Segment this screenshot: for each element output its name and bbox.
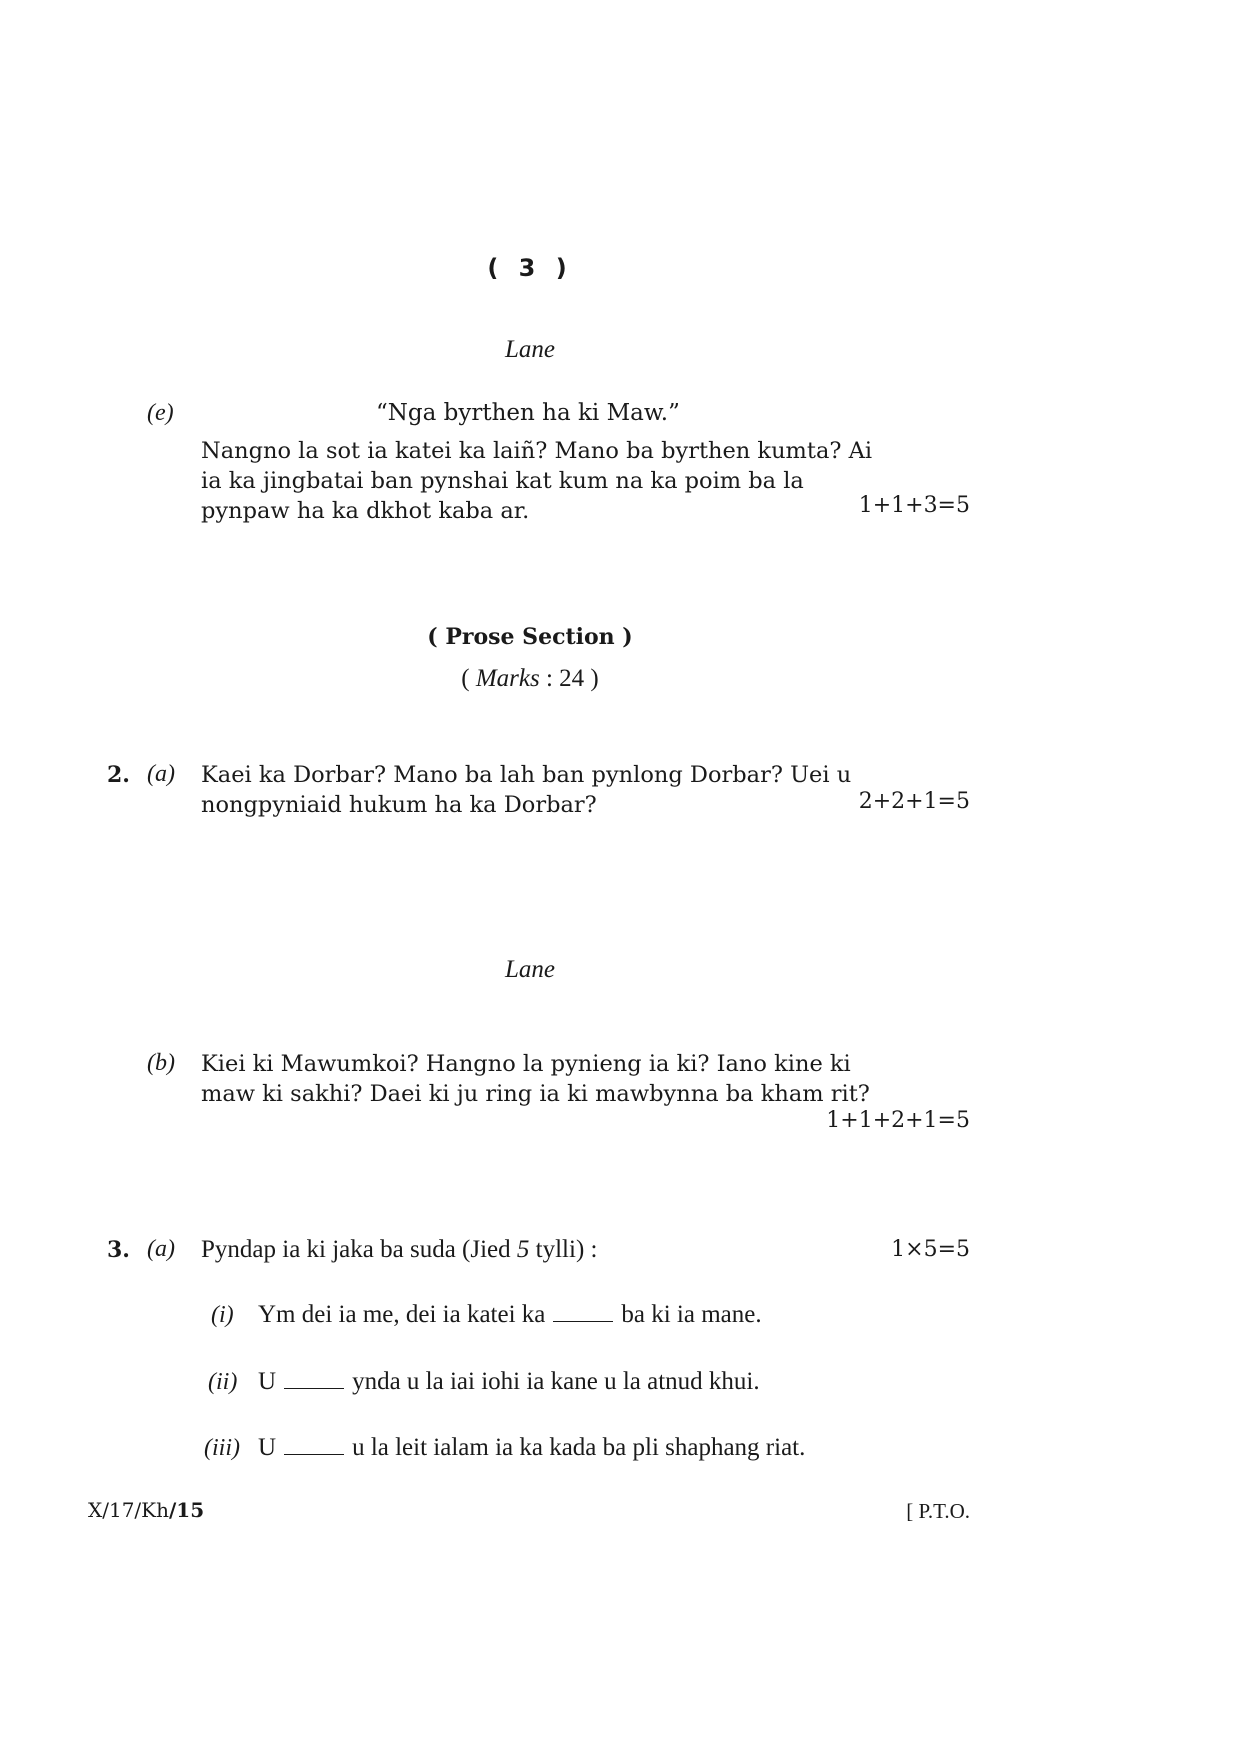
item-i-label: (i) — [211, 1302, 234, 1328]
page-number: ( 3 ) — [487, 254, 573, 282]
question-2a-line-2: nongpyniaid hukum ha ka Dorbar? — [201, 792, 597, 818]
item-i-text-post: ba ki ia mane. — [621, 1301, 762, 1328]
question-2a-marks: 2+2+1=5 — [858, 789, 970, 814]
item-i-blank — [553, 1320, 613, 1322]
item-iii-label: (iii) — [204, 1435, 240, 1461]
item-ii-text — [258, 1368, 760, 1396]
question-3a-text-post: tylli) : — [535, 1236, 598, 1263]
question-2b-label: (b) — [147, 1050, 175, 1076]
footer-code-suffix: /15 — [169, 1498, 205, 1522]
question-e-label: (e) — [147, 400, 174, 426]
question-e-line-3: pynpaw ha ka dkhot kaba ar. — [201, 498, 530, 524]
question-2-number: 2. — [107, 762, 130, 788]
prose-marks-word: Marks — [475, 665, 540, 692]
question-e-marks: 1+1+3=5 — [858, 493, 970, 518]
question-2-lane-heading: Lane — [505, 956, 555, 983]
question-e-line-1: Nangno la sot ia katei ka laiñ? Mano ba byrthen kumta? Ai — [201, 438, 873, 464]
footer-code-prefix: X/17/Kh — [88, 1498, 169, 1522]
question-3a-text — [201, 1236, 597, 1264]
item-ii-label: (ii) — [208, 1369, 238, 1395]
item-ii-text-post: ynda u la iai iohi ia kane u la atnud khui. — [352, 1368, 760, 1395]
section-lane-heading: Lane — [505, 336, 555, 363]
prose-section-marks — [0, 665, 1060, 693]
question-2a-label: (a) — [147, 761, 175, 787]
question-3a-text-pre: Pyndap ia ki jaka ba suda (Jied — [201, 1236, 511, 1263]
question-3a-marks: 1×5=5 — [891, 1237, 970, 1262]
footer-pto: [ P.T.O. — [906, 1499, 970, 1523]
item-iii-text — [258, 1434, 805, 1462]
question-2a-line-1: Kaei ka Dorbar? Mano ba lah ban pynlong Dorbar? Uei u — [201, 762, 852, 788]
item-iii-blank — [284, 1453, 344, 1455]
question-3a-label: (a) — [147, 1236, 175, 1262]
item-ii-text-pre: U — [258, 1368, 277, 1395]
item-i-text-pre: Ym dei ia me, dei ia katei ka — [258, 1301, 546, 1328]
question-e-quote: “Nga byrthen ha ki Maw.” — [376, 400, 680, 426]
question-3a-text-num: 5 — [516, 1236, 530, 1263]
question-2b-marks: 1+1+2+1=5 — [826, 1108, 970, 1133]
prose-section-heading: ( Prose Section ) — [427, 624, 633, 650]
prose-marks-value: : 24 ) — [545, 665, 599, 692]
question-3-number: 3. — [107, 1237, 130, 1263]
item-ii-blank — [284, 1387, 344, 1389]
question-2b-line-2: maw ki sakhi? Daei ki ju ring ia ki mawbynna ba kham rit? — [201, 1081, 870, 1107]
item-iii-text-pre: U — [258, 1434, 277, 1461]
question-2b-line-1: Kiei ki Mawumkoi? Hangno la pynieng ia ki? Iano kine ki — [201, 1051, 851, 1077]
prose-marks-open: ( — [461, 665, 470, 692]
question-2b-text — [201, 1049, 976, 1109]
question-e-line-2: ia ka jingbatai ban pynshai kat kum na ka poim ba la — [201, 468, 804, 494]
item-i-text — [258, 1301, 762, 1329]
footer-code — [88, 1498, 204, 1522]
item-iii-text-post: u la leit ialam ia ka kada ba pli shaphang riat. — [352, 1434, 806, 1461]
